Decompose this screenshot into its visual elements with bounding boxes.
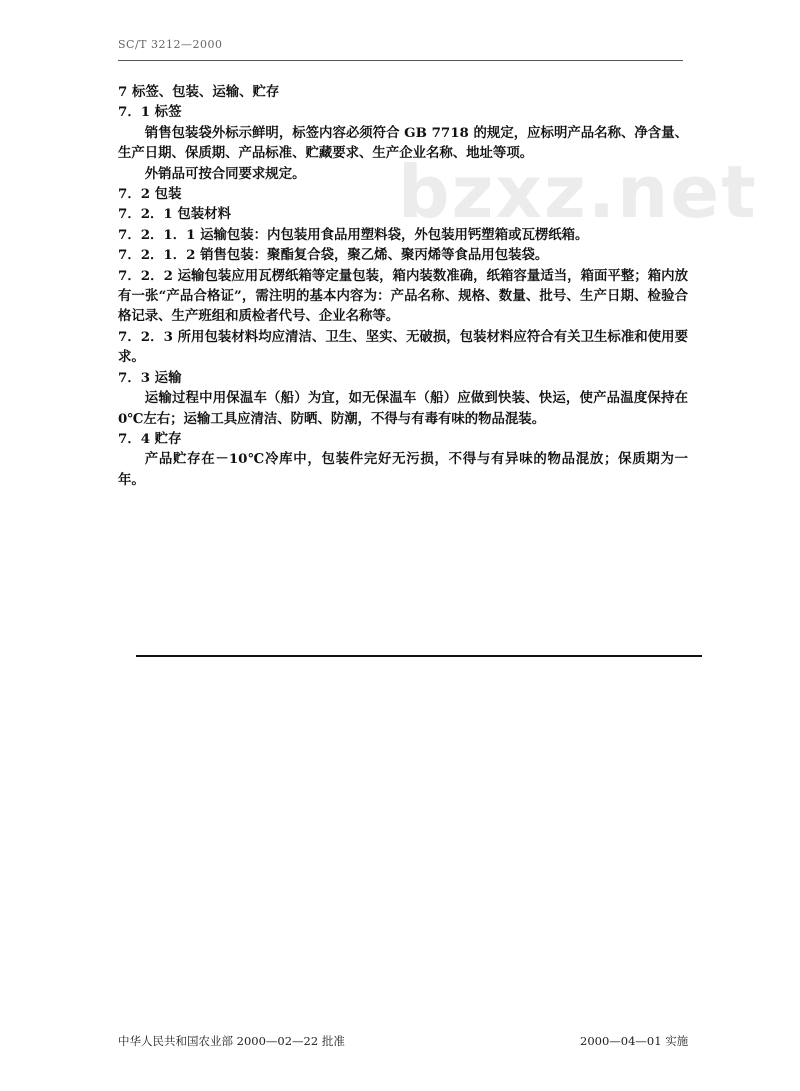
paragraph-storage: 产品贮存在－10℃冷库中，包装件完好无污损，不得与有异味的物品混放；保质期为一年。 [118, 451, 688, 488]
watermark: bzxz.net [398, 150, 758, 234]
clause-7-2-2: 7．2．2 运输包装应用瓦楞纸箱等定量包装，箱内装数准确，纸箱容量适当，箱面平整；箱内放有一张“产品合格证”，需注明的基本内容为：产品名称、规格、数量、批号、生产日期、检验合格记录、生产班组和质检者代号、企业名称等。 [118, 267, 688, 325]
implementation-date: 2000—04—01 实施 [580, 1034, 689, 1048]
end-of-text-rule [136, 655, 702, 657]
section-heading-7: 7 标签、包装、运输、贮存 [118, 84, 280, 100]
clause-7-2-1-1: 7．2．1．1 运输包装：内包装用食品用塑料袋，外包装用钙塑箱或瓦楞纸箱。 [118, 226, 589, 243]
clause-7-2-1-2: 7．2．1．2 销售包装：聚酯复合袋，聚乙烯、聚丙烯等食品用包装袋。 [118, 247, 549, 264]
section-heading-7-3: 7．3 运输 [118, 369, 182, 386]
paragraph-transport: 运输过程中用保温车（船）为宜，如无保温车（船）应做到快装、快运，使产品温度保持在 0℃左右；运输工具应清洁、防晒、防潮，不得与有毒有味的物品混装。 [118, 390, 688, 427]
document-body [118, 82, 688, 490]
section-heading-7-2: 7．2 包装 [118, 186, 182, 203]
paragraph-label-content: 销售包装袋外标示鲜明，标签内容必须符合 GB 7718 的规定，应标明产品名称、净含量、生产日期、保质期、产品标准、贮藏要求、生产企业名称、地址等项。 [118, 124, 688, 162]
approval-date: 中华人民共和国农业部 2000—02—22 批准 [118, 1034, 345, 1048]
document-code: SC/T 3212—2000 [118, 38, 223, 51]
section-heading-7-1: 7．1 标签 [118, 104, 182, 121]
clause-7-2-3: 7．2．3 所用包装材料均应清洁、卫生、坚实、无破损，包装材料应符合有关卫生标准和使用要求。 [118, 328, 688, 366]
section-heading-7-4: 7．4 贮存 [118, 430, 182, 447]
section-heading-7-2-1: 7．2．1 包装材料 [118, 206, 231, 223]
header-divider [118, 60, 683, 61]
paragraph-export-rule: 外销品可按合同要求规定。 [144, 165, 306, 182]
